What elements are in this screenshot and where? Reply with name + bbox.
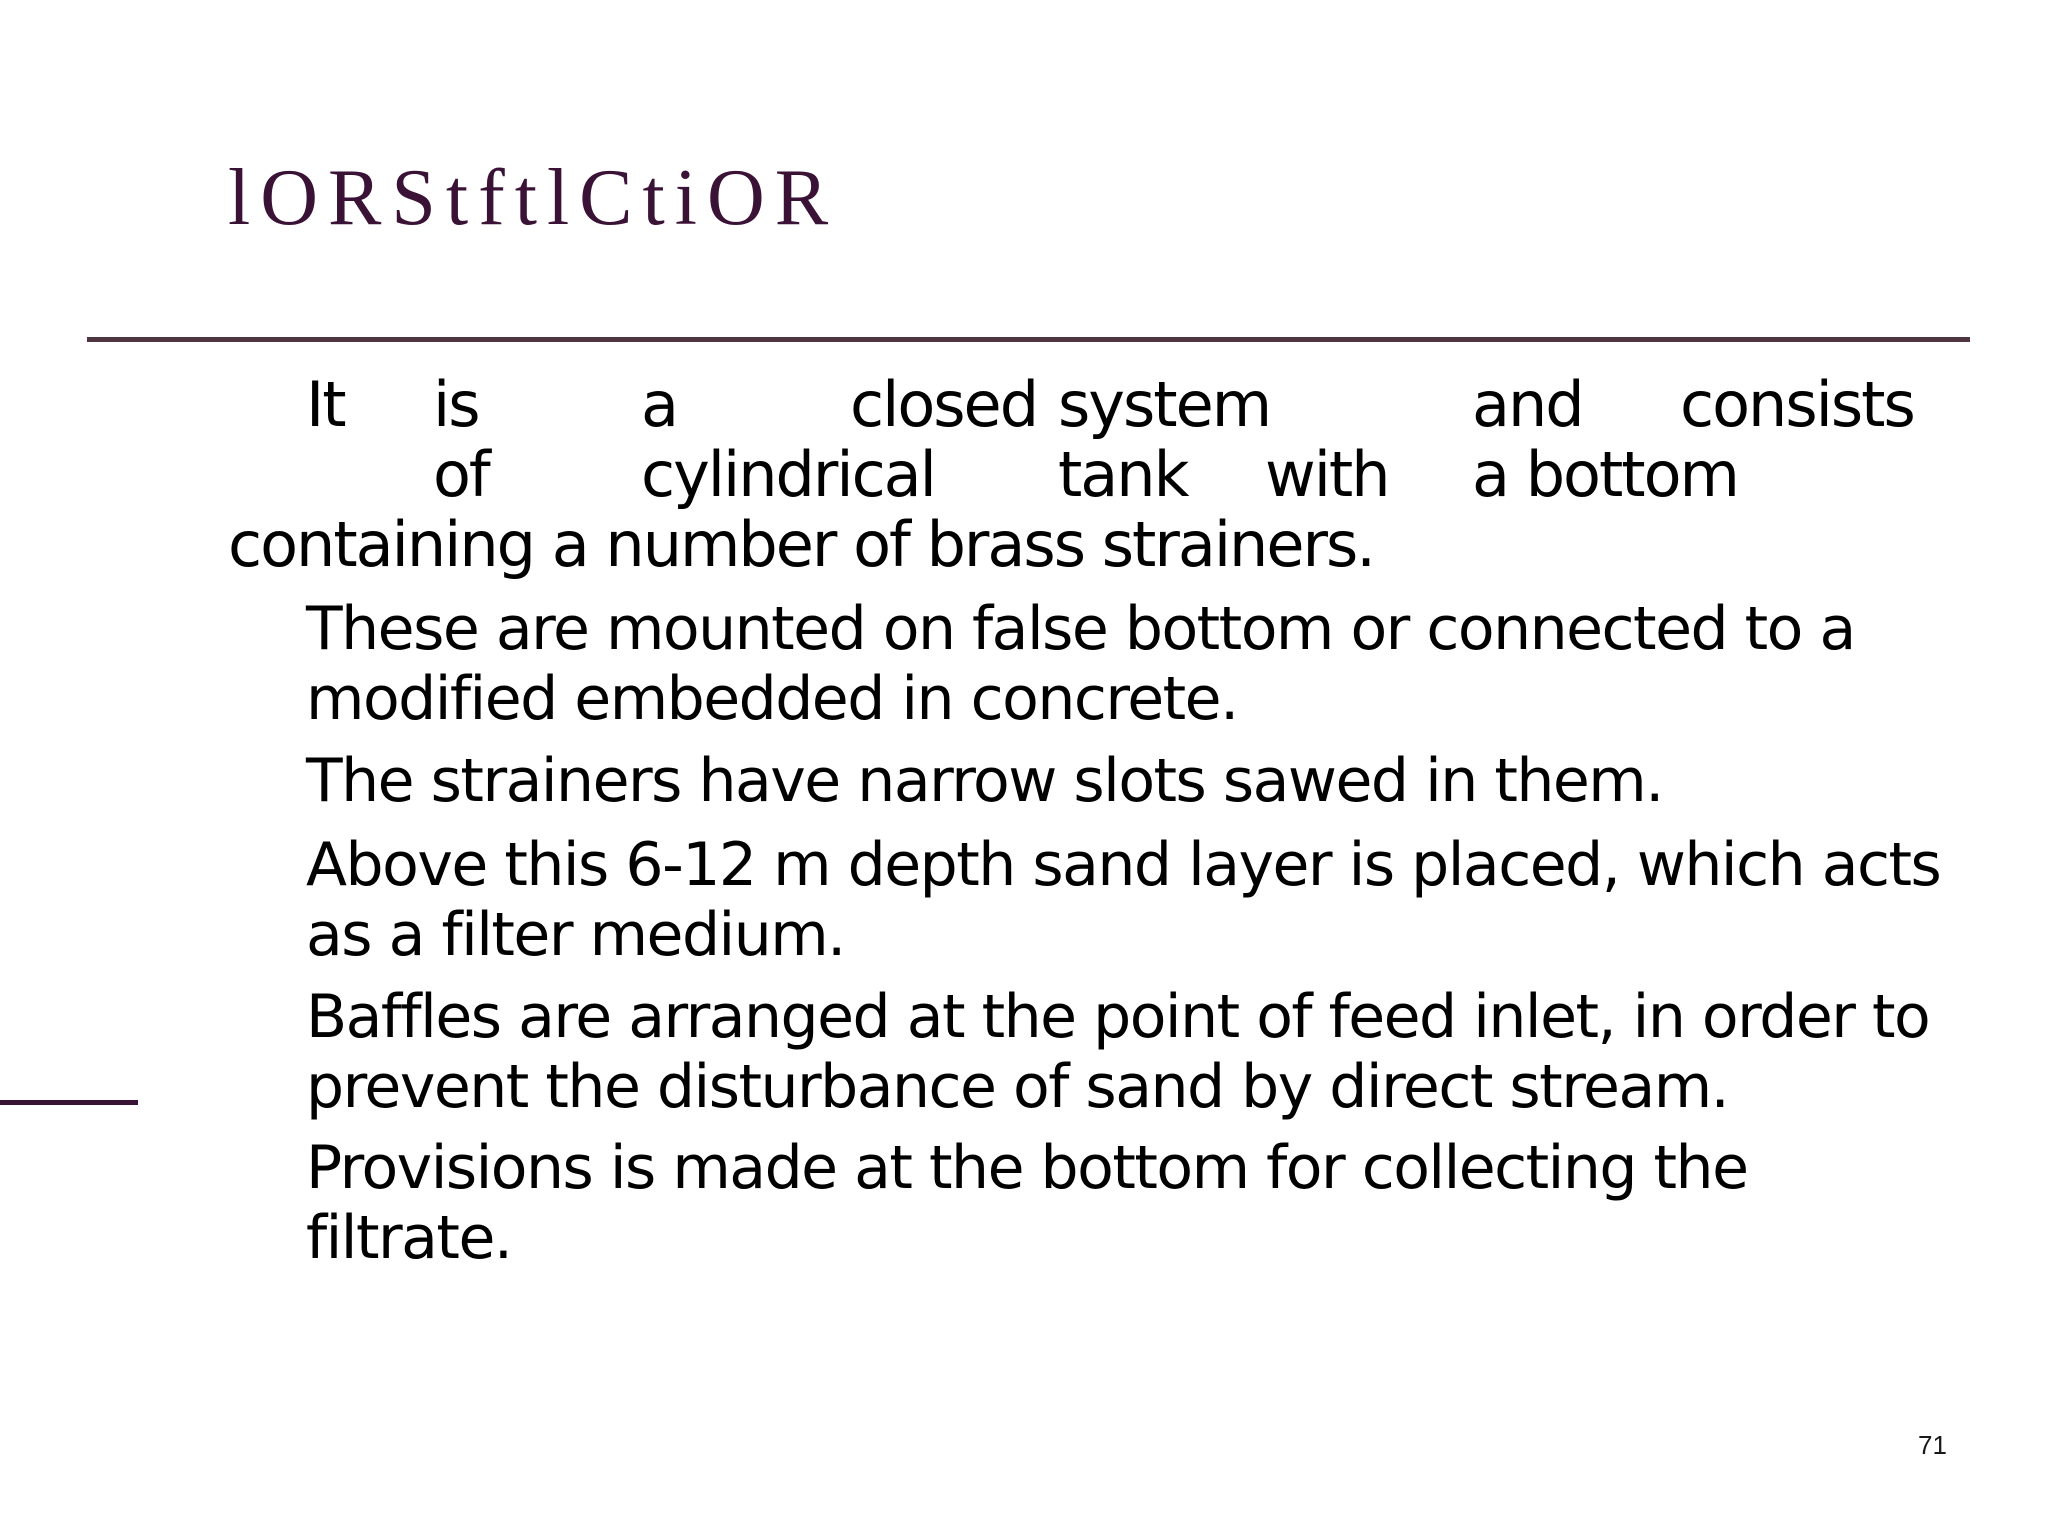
page-number: 71 <box>1918 1430 1947 1460</box>
first-paragraph <box>228 368 1914 581</box>
word: tank <box>1058 438 1188 511</box>
word: is <box>433 368 479 441</box>
point-5: Provisions is made at the bottom for collecting the filtrate. <box>306 1133 1748 1273</box>
word: and <box>1472 368 1583 441</box>
paragraph-line-2 <box>228 440 1908 510</box>
point-4: Baffles are arranged at the point of feed inlet, in order to prevent the disturbance of sand by direct stream. <box>306 982 1930 1122</box>
side-accent-line <box>0 1100 138 1105</box>
word: a <box>641 368 677 441</box>
paragraph-text: containing a number of brass strainers. <box>228 508 1374 581</box>
slide-title: lORStftlCtiOR <box>228 154 839 242</box>
paragraph-line-3 <box>228 510 1908 580</box>
word: with <box>1265 438 1389 511</box>
word: a bottom <box>1472 438 1738 511</box>
word: It <box>306 368 345 441</box>
point-3: Above this 6-12 m depth sand layer is placed, which acts as a filter medium. <box>306 830 1941 970</box>
point-1: These are mounted on false bottom or connected to a modified embedded in concrete. <box>306 594 1855 734</box>
title-divider <box>87 337 1970 342</box>
paragraph-line-1 <box>228 368 1914 441</box>
word: cylindrical <box>641 438 935 511</box>
word: closed <box>850 368 1038 441</box>
point-2: The strainers have narrow slots sawed in them. <box>306 746 1663 816</box>
word: system <box>1058 368 1271 441</box>
word: consists <box>1680 368 1914 441</box>
word: of <box>433 438 489 511</box>
